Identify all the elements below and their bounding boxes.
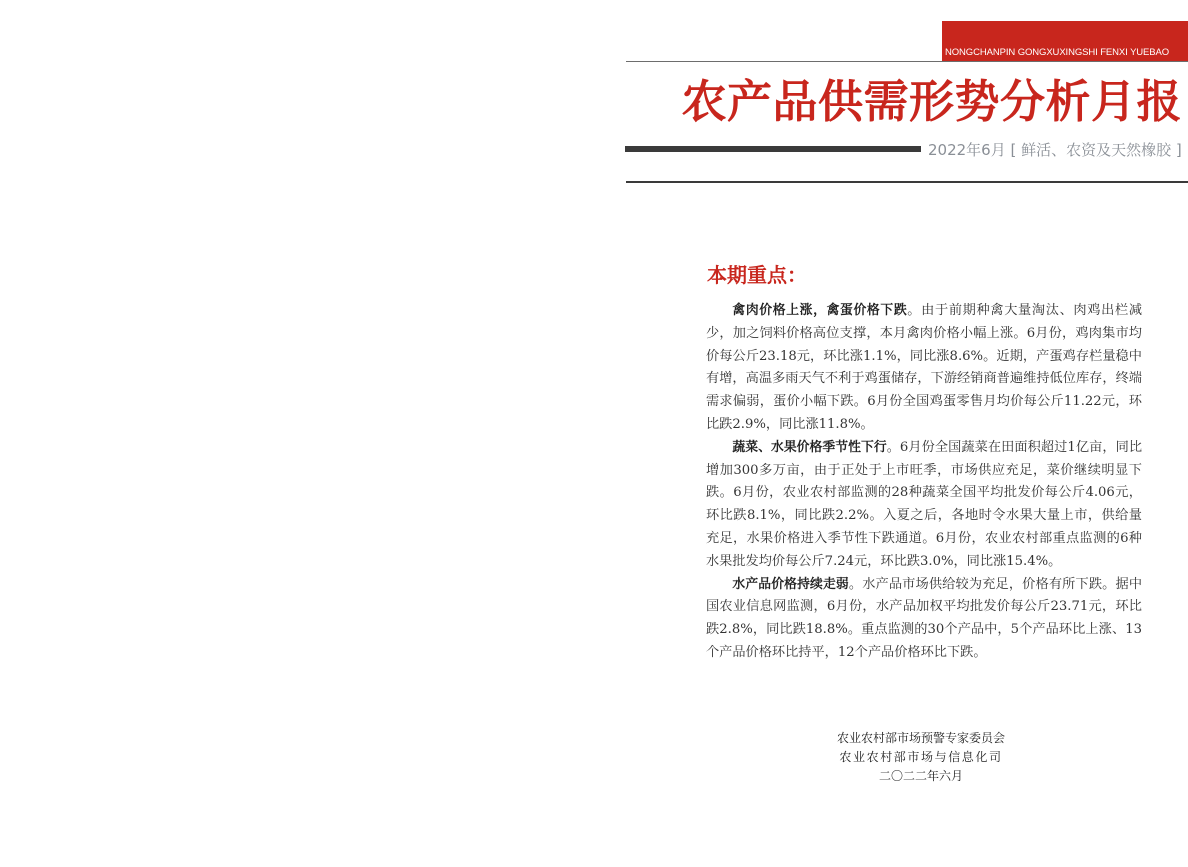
header-rule-top [626, 61, 1188, 62]
paragraph-text: 。水产品市场供给较为充足，价格有所下跌。据中国农业信息网监测，6月份，水产品加权平均批发价每公斤23.71元，环比跌2.8%，同比跌18.8%。重点监测的30个产品中，5个产品环比上涨、13个产品价格环比持平，12个产品价格环比下跌。 [706, 576, 1143, 660]
header-pinyin: NONGCHANPIN GONGXUXINGSHI FENXI YUEBAO [945, 47, 1170, 58]
paragraph-heading: 蔬菜、水果价格季节性下行 [732, 439, 887, 455]
paragraph-aquatic [706, 574, 1142, 665]
highlights-body [706, 300, 1142, 665]
header-thick-bar [625, 146, 921, 152]
paragraph-poultry [706, 300, 1142, 437]
signature-committee: 农业农村部市场预警专家委员会 [836, 731, 1005, 745]
report-title: 农产品供需形势分析月报 [681, 75, 1182, 128]
paragraph-text: 。6月份全国蔬菜在田面积超过1亿亩，同比增加300多万亩，由于正处于上市旺季，市场供应充足，菜价继续明显下跌。6月份，农业农村部监测的28种蔬菜全国平均批发价每公斤4.06元，环比跌8.1%，同比跌2.2%。入夏之后，各地时令水果大量上市，供给量充足，水果价格进入季节性下跌通道。6月份，农业农村部重点监测的6种水果批发均价每公斤7.24元，环比跌3.0%，同比涨15.4%。 [706, 439, 1143, 569]
paragraph-heading: 水产品价格持续走弱 [732, 576, 849, 592]
signature-block [788, 729, 1054, 786]
section-heading: 本期重点： [707, 263, 807, 287]
paragraph-vegetables-fruit [706, 437, 1142, 574]
report-subtitle: 2022年6月 [ 鲜活、农资及天然橡胶 ] [928, 141, 1182, 159]
paragraph-heading: 禽肉价格上涨，禽蛋价格下跌 [732, 303, 908, 318]
signature-department: 农业农村部市场与信息化司 [839, 750, 1003, 764]
header-rule-bottom [626, 181, 1188, 183]
signature-date: 二〇二二年六月 [878, 769, 963, 783]
paragraph-text: 。由于前期种禽大量淘汰、肉鸡出栏减少，加之饲料价格高位支撑，本月禽肉价格小幅上涨。6月份，鸡肉集市均价每公斤23.18元，环比涨1.1%，同比涨8.6%。近期，产蛋鸡存栏量稳中有增，高温多雨天气不利于鸡蛋储存，下游经销商普遍维持低位库存，终端需求偏弱，蛋价小幅下跌。6月份全国鸡蛋零售月均价每公斤11.22元，环比跌2.9%，同比涨11.8%。 [706, 303, 1143, 432]
